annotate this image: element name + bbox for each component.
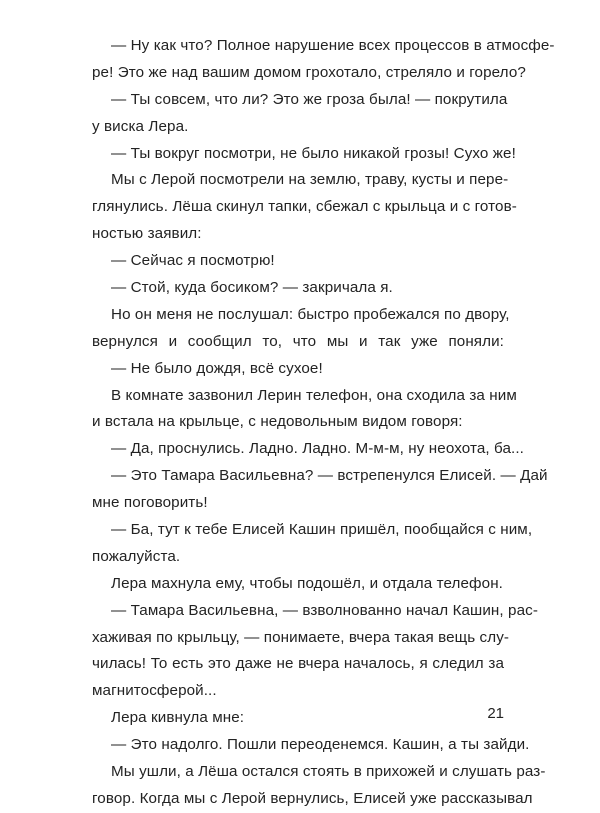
text-line: — Это надолго. Пошли переоденемся. Кашин, а ты зайди.	[111, 736, 530, 754]
page-number: 21	[487, 705, 504, 722]
text-line: Мы с Лерой посмотрели на землю, траву, кусты и пере-	[111, 171, 509, 189]
text-line: — Тамара Васильевна, — взволнованно начал Кашин, рас-	[111, 601, 538, 619]
text-line: хаживая по крыльцу, — понимаете, вчера такая вещь слу-	[92, 628, 510, 646]
text-line: говор. Когда мы с Лерой вернулись, Елисей уже рассказывал	[92, 789, 533, 807]
text-line: вернулся и сообщил то, что мы и так уже поняли:	[92, 332, 504, 350]
text-line: — Ты совсем, что ли? Это же гроза была! — покрутила	[111, 90, 508, 108]
text-line: — Ну как что? Полное нарушение всех процессов в атмосфе-	[111, 37, 555, 54]
text-line: — Стой, куда босиком? — закричала я.	[111, 279, 393, 297]
text-line: Мы ушли, а Лёша остался стоять в прихожей и слушать раз-	[111, 763, 546, 781]
text-line: — Сейчас я посмотрю!	[111, 252, 275, 270]
text-line: — Ба, тут к тебе Елисей Кашин пришёл, пообщайся с ним,	[111, 521, 533, 539]
text-line: — Это Тамара Васильевна? — встрепенулся Елисей. — Дай	[111, 467, 548, 485]
text-line: глянулись. Лёша скинул тапки, сбежал с крыльца и с готов-	[92, 198, 517, 216]
text-line: у виска Лера.	[92, 117, 189, 135]
text-line: ностью заявил:	[92, 225, 202, 243]
text-line: В комнате зазвонил Лерин телефон, она сходила за ним	[111, 386, 517, 404]
text-line: чилась! То есть это даже не вчера началось, я следил за	[92, 655, 504, 673]
text-line: — Ты вокруг посмотри, не было никакой грозы! Сухо же!	[111, 144, 516, 162]
page-text	[92, 33, 555, 813]
text-line: и встала на крыльце, с недовольным видом говоря:	[92, 413, 463, 431]
text-line: — Не было дождя, всё сухое!	[111, 359, 323, 377]
text-line: Но он меня не послушал: быстро пробежался по двору,	[111, 305, 510, 323]
text-line: магнитосферой...	[92, 682, 217, 700]
text-line: Лера кивнула мне:	[111, 709, 245, 727]
text-line: мне поговорить!	[92, 494, 208, 512]
text-line: Лера махнула ему, чтобы подошёл, и отдала телефон.	[111, 574, 503, 592]
text-line: — Да, проснулись. Ладно. Ладно. М-м-м, ну неохота, ба...	[111, 440, 524, 458]
text-line: пожалуйста.	[92, 547, 181, 565]
text-line: ре! Это же над вашим домом грохотало, стреляло и горело?	[92, 63, 526, 81]
